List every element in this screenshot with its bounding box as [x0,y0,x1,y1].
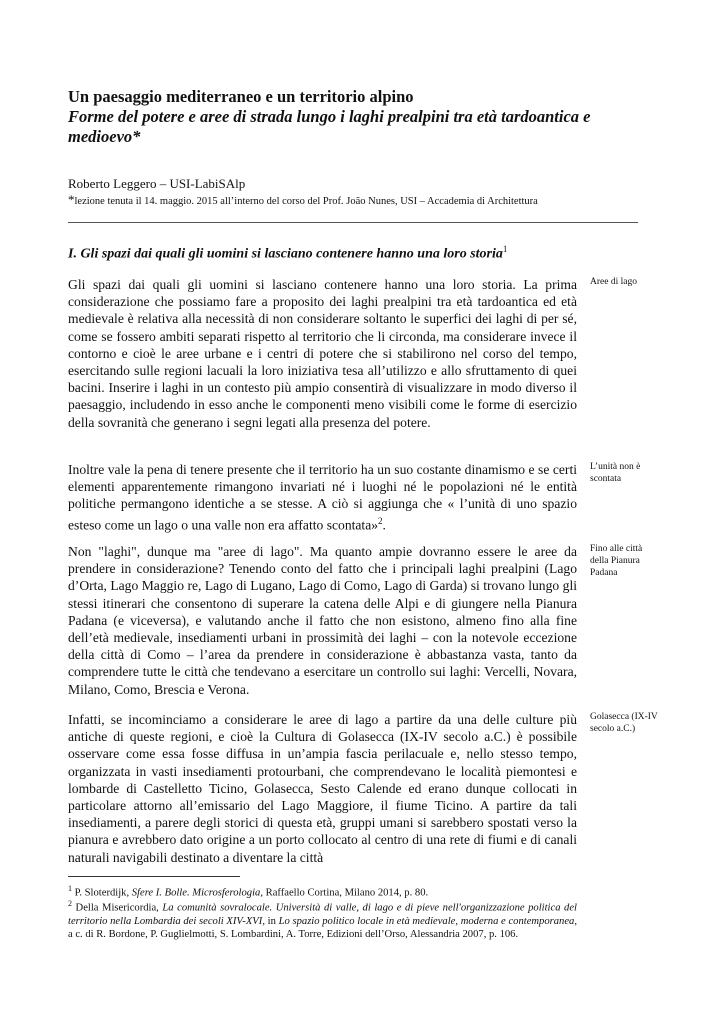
margin-note-1: Aree di lago [590,277,637,287]
document-subtitle: Forme del potere e aree di strada lungo i laghi prealpini tra età tardoantica e medioevo* [68,107,591,146]
footnote-2-number: 2 [68,899,72,908]
margin-note-2: L’unità non è scontata [590,462,641,484]
footnote-ref-2[interactable]: 2 [378,515,383,526]
margin-note-4: Golasecca (IX-IV secolo a.C.) [590,712,658,734]
footnote-2-post: , a c. di R. Bordone, P. Guglielmotti, S. Lombardini, A. Torre, Edizioni dell’Orso, Alessandria 2007, p. 106. [68,915,578,941]
paragraph-1: Gli spazi dai quali gli uomini si lasciano contenere hanno una loro storia. La prima considerazione che possiamo fare a proposito dei laghi prealpini tra età tardoantica ed età medievale è relativa alla necessità di non considerare soltanto le superfici dei laghi di per sé, come se fossero ambiti separati rispetto al territorio che li circonda, ma considerare invece il contorno e cioè le aree urbane e i centri di potere che si stabilirono nel corso del tempo, esercitando sulle regioni lacuali la loro iniziativa tesa all’utilizzo e allo sfruttamento di quei bacini. Inserire i laghi in un contesto più ampio consentirà di visualizzare in modo diverso il paesaggio, includendo in esso anche le componenti meno visibili come le forme di esercizio della sovranità che generano i segni legati alla presenza del potere. [68,277,577,430]
footnote-separator [68,876,240,877]
paragraph-4: Infatti, se incominciamo a considerare le aree di lago a partire da una delle culture più antiche di queste regioni, e cioè la Cultura di Golasecca (IX-IV secolo a.C.) è possibile osservare come essa fosse diffusa in un’ampia fascia perilacuale e, nello stesso tempo, organizzata in vasti insediamenti protourbani, che comprendevano le località piemontesi e lombarde di Castelletto Ticino, Golasecca, Sesto Calende ed erano dunque collocati in particolare attorno all’emissario del Lago Maggiore, il fiume Ticino. A partire da tali insediamenti, a parere degli storici di questa età, gruppi umani si sarebbero spostati verso la pianura e avrebbero dato origine a un porto collocato al centro di una rete di fiumi e di canali naturali navigabili destinato a diventare la città [68,712,577,865]
paragraph-3: Non "laghi", dunque ma "aree di lago". Ma quanto ampie dovranno essere le aree da prendere in considerazione? Tenendo conto del fatto che i principali laghi prealpini (Lago d’Orta, Lago Maggio re, Lago di Lugano, Lago di Como, Lago di Garda) si trovano lungo gli stessi itinerari che consentono di superare la catena delle Alpi e di giungere nella Pianura Padana (e viceversa), e valutando anche il fatto che non esistono, almeno fino alla fine dell’età medievale, insediamenti urbani in prossimità dei laghi – con la notevole eccezione della città di Como – l’area da prendere in considerazione è abbastanza vasta, tanto da comprendere tutte le città che tendevano a esercitare un controllo sui laghi: Vercelli, Novara, Milano, Como, Brescia e Verona. [68,544,577,697]
footnote-2-title: La comunità sovralocale. Università di valle, di lago e di pieve nell'organizzazione politica del territorio nella Lombardia dei secoli XIV-XVI [68,902,577,927]
section-heading [68,240,588,264]
paragraph-2-tail: . [382,517,386,533]
margin-note-3: Fino alle città della Pianura Padana [590,544,643,578]
footnote-1-number: 1 [68,884,72,893]
header-divider [68,222,638,223]
footnote-1-post: , Raffaello Cortina, Milano 2014, p. 80. [260,887,429,899]
footnote-2-book-title: Lo spazio politico locale in età medievale, moderna e contemporanea [278,915,575,927]
footnote-2 [68,897,577,941]
lecture-note [68,193,648,209]
document-title: Un paesaggio mediterraneo e un territorio alpino [68,87,414,106]
footnote-ref-1[interactable]: 1 [502,244,508,254]
lecture-note-text: lezione tenuta il 14. maggio. 2015 all’interno del corso del Prof. João Nunes, USI – Accademia di Architettura [74,196,538,207]
paragraph-2-text: Inoltre vale la pena di tenere presente che il territorio ha un suo costante dinamismo e se certi elementi apparentemente rimangono invariati né i luoghi né le popolazioni né le entità politiche permangono identiche a se stesse. A ciò si aggiunga che « l’unità di uno spazio esteso come un lago o una valle non era affatto scontata» [68,462,577,533]
section-heading-text: I. Gli spazi dai quali gli uomini si lasciano contenere hanno una loro storia [68,246,503,262]
footnote-1-title: Sfere I. Bolle. Microsferologia [131,887,261,899]
footnote-2-pre: Della Misericordia, [72,902,163,914]
lecture-marker: * [68,192,75,207]
footnote-1-pre: P. Sloterdijk, [72,887,132,899]
paragraph-2 [68,461,577,533]
author-line: Roberto Leggero – USI-LabiSAlp [68,176,246,191]
footnote-2-mid: , in [262,915,279,927]
